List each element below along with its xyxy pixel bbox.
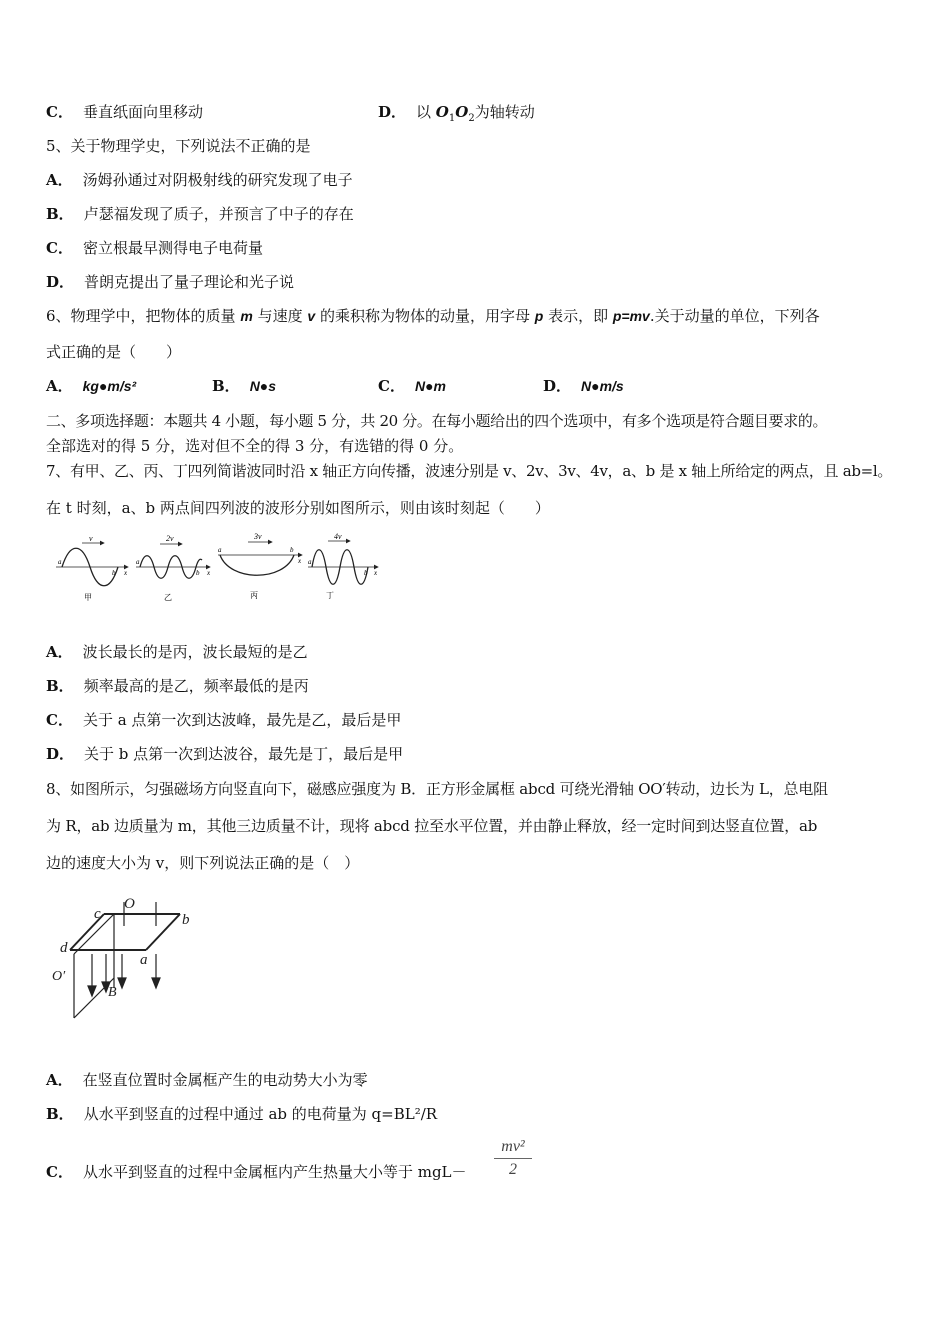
q7-option-a: A． 波长最长的是丙，波长最短的是乙 bbox=[46, 643, 308, 661]
q4-option-d: D． 以 $O_1O_2$为轴转动 bbox=[378, 103, 535, 124]
q7-option-b: B． 频率最高的是乙，频率最低的是丙 bbox=[46, 677, 309, 695]
q8-fraction-numerator: mv² bbox=[494, 1138, 532, 1159]
wave-yi-b: b bbox=[196, 569, 200, 577]
q7-option-c: C． 关于 a 点第一次到达波峰，最先是乙，最后是甲 bbox=[46, 711, 402, 729]
q5-option-a: A． 汤姆孙通过对阴极射线的研究发现了电子 bbox=[46, 171, 353, 189]
q6-option-c: C． N●m bbox=[378, 377, 446, 395]
wave-ding bbox=[308, 541, 378, 584]
q8-fraction bbox=[494, 1138, 532, 1179]
label-d: d bbox=[60, 940, 68, 956]
wave-ding-label: 丁 bbox=[326, 591, 334, 600]
q5-stem: 5、关于物理学史，下列说法不正确的是 bbox=[46, 137, 311, 155]
q4-option-c: C． 垂直纸面向里移动 bbox=[46, 103, 203, 121]
wave-jia bbox=[56, 543, 128, 586]
label-o: O bbox=[124, 896, 135, 912]
q6-option-d: D． N●m/s bbox=[543, 377, 624, 395]
label-a: a bbox=[140, 952, 148, 968]
q5-option-b: B． 卢瑟福发现了质子，并预言了中子的存在 bbox=[46, 205, 354, 223]
q8-stem-line3: 边的速度大小为 v，则下列说法正确的是（ ） bbox=[46, 854, 360, 872]
wave-bing-speed: 3v bbox=[254, 532, 262, 541]
q6-option-b: B． N●s bbox=[212, 377, 277, 395]
wave-yi-label: 乙 bbox=[164, 593, 172, 602]
wave-jia-speed: v bbox=[89, 534, 93, 543]
wave-jia-b: b bbox=[112, 569, 116, 577]
wave-jia-x: x bbox=[124, 569, 128, 577]
section2-scoring: 全部选对的得 5 分，选对但不全的得 3 分，有选错的得 0 分。 bbox=[46, 437, 464, 455]
q7-option-d: D． 关于 b 点第一次到达波谷，最先是丁，最后是甲 bbox=[46, 745, 404, 763]
wave-bing-label: 丙 bbox=[250, 591, 258, 600]
wave-ding-speed: 4v bbox=[334, 532, 342, 541]
q8-option-b: B． 从水平到竖直的过程中通过 ab 的电荷量为 q=BL²/R bbox=[46, 1105, 438, 1123]
q6-option-a: A． kg●m/s² bbox=[46, 377, 137, 395]
wave-ding-x: x bbox=[374, 569, 378, 577]
wave-yi-a: a bbox=[136, 558, 140, 566]
q7-stem-line1: 7、有甲、乙、丙、丁四列简谐波同时沿 x 轴正方向传播，波速分别是 v、2v、3v、4v，a、b 是 x 轴上所给定的两点，且 ab=l。 bbox=[46, 462, 893, 480]
q8-stem-line2: 为 R，ab 边质量为 m，其他三边质量不计，现将 abcd 拉至水平位置，并由静止释放，经一定时间到达竖直位置，ab bbox=[46, 817, 818, 835]
wave-bing-a: a bbox=[218, 546, 222, 554]
q7-wave-figure bbox=[52, 530, 382, 606]
wave-jia-label: 甲 bbox=[84, 593, 92, 602]
q5-option-d: D． 普朗克提出了量子理论和光子说 bbox=[46, 273, 295, 291]
q8-frame-figure bbox=[48, 892, 208, 1022]
q7-stem-line2: 在 t 时刻，a、b 两点间四列波的波形分别如图所示，则由该时刻起（ ） bbox=[46, 499, 550, 517]
wave-ding-b: b bbox=[364, 569, 368, 577]
q8-option-a: A． 在竖直位置时金属框产生的电动势大小为零 bbox=[46, 1071, 368, 1089]
q8-fraction-denominator: 2 bbox=[509, 1161, 517, 1178]
wave-jia-a: a bbox=[58, 558, 62, 566]
label-B: B bbox=[108, 985, 117, 1000]
q8-option-c: C． 从水平到竖直的过程中金属框内产生热量大小等于 mgL－ bbox=[46, 1163, 467, 1181]
q5-option-c: C． 密立根最早测得电子电荷量 bbox=[46, 239, 263, 257]
wave-bing-x: x bbox=[298, 557, 302, 565]
q6-stem-line1: 6、物理学中，把物体的质量 m 与速度 v 的乘积称为物体的动量，用字母 p 表示，即 p=mv.关于动量的单位，下列各 bbox=[46, 307, 820, 325]
label-o-prime: O′ bbox=[52, 969, 66, 984]
wave-yi-speed: 2v bbox=[166, 534, 174, 543]
wave-yi-x: x bbox=[207, 569, 211, 577]
label-b: b bbox=[182, 912, 190, 928]
section2-heading: 二、多项选择题：本题共 4 小题，每小题 5 分，共 20 分。在每小题给出的四个选项中，有多个选项是符合题目要求的。 bbox=[46, 412, 828, 430]
q6-stem-line2: 式正确的是（ ） bbox=[46, 343, 182, 361]
label-c: c bbox=[94, 906, 101, 922]
q8-stem-line1: 8、如图所示，匀强磁场方向竖直向下，磁感应强度为 B．正方形金属框 abcd 可绕光滑轴 OO′转动，边长为 L，总电阻 bbox=[46, 780, 828, 798]
wave-bing-b: b bbox=[290, 546, 294, 554]
wave-ding-a: a bbox=[308, 558, 312, 566]
